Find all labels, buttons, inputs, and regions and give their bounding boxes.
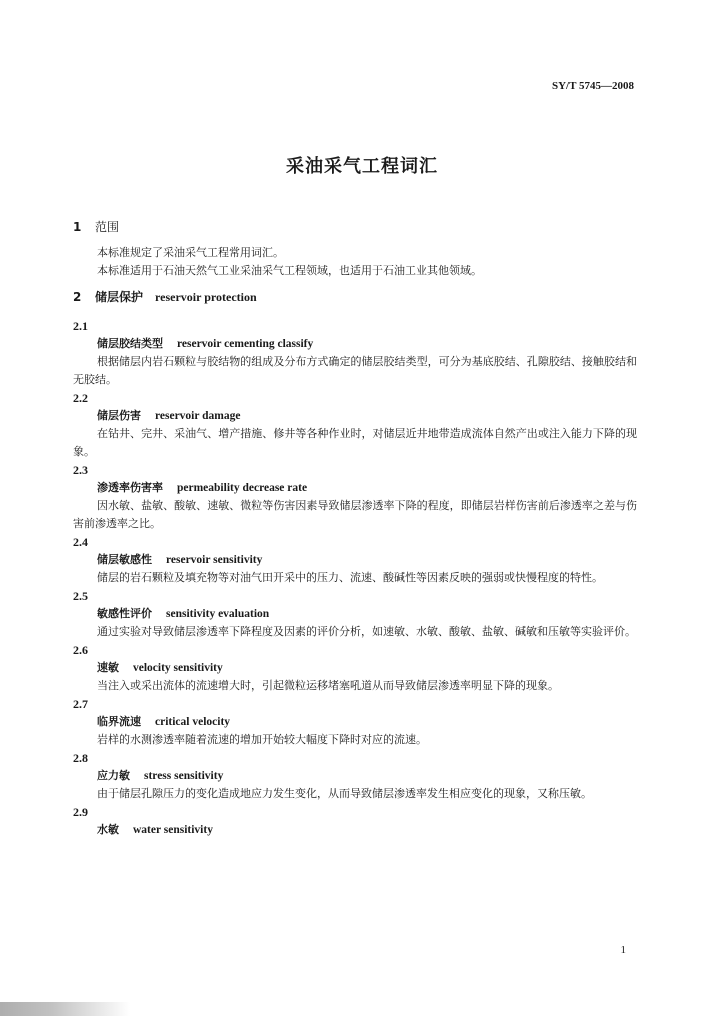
term-entry xyxy=(73,696,637,749)
term-entry xyxy=(73,804,637,839)
section-2-title-cn: 储层保护 xyxy=(95,290,144,304)
term-cn: 储层伤害 xyxy=(97,409,141,422)
term-cn: 应力敏 xyxy=(97,769,130,782)
term-definition: 通过实验对导致储层渗透率下降程度及因素的评价分析，如速敏、水敏、酸敏、盐敏、碱敏和压敏等实验评价。 xyxy=(97,625,636,638)
term-number: 2.1 xyxy=(73,319,88,333)
term-entry xyxy=(73,588,637,641)
standard-code: SY/T 5745—2008 xyxy=(551,80,634,92)
term-title xyxy=(97,551,637,569)
scope-title: 范围 xyxy=(95,220,120,234)
term-definition: 岩样的水测渗透率随着流速的增加开始较大幅度下降时对应的流速。 xyxy=(97,733,427,746)
term-number: 2.9 xyxy=(73,805,88,819)
term-number: 2.7 xyxy=(73,697,88,711)
term-title xyxy=(97,335,637,353)
term-title xyxy=(97,479,637,497)
term-definition: 当注入或采出流体的流速增大时，引起微粒运移堵塞吼道从而导致储层渗透率明显下降的现象。 xyxy=(97,679,559,692)
document-title: 采油采气工程词汇 xyxy=(286,156,438,177)
term-en: velocity sensitivity xyxy=(133,662,223,674)
scope-heading xyxy=(73,218,637,236)
term-definition: 在钻井、完井、采油气、增产措施、修井等各种作业时，对储层近井地带造成流体自然产出或注入能力下降的现象。 xyxy=(73,427,637,458)
term-number: 2.2 xyxy=(73,391,88,405)
term-en: reservoir sensitivity xyxy=(166,554,263,566)
scan-artifact xyxy=(0,1002,130,1016)
term-cn: 储层敏感性 xyxy=(97,553,152,566)
term-en: water sensitivity xyxy=(133,824,213,836)
term-number: 2.8 xyxy=(73,751,88,765)
term-cn: 速敏 xyxy=(97,661,119,674)
term-title xyxy=(97,821,637,839)
term-title xyxy=(97,767,637,785)
term-entry xyxy=(73,390,637,461)
term-cn: 渗透率伤害率 xyxy=(97,481,163,494)
term-en: permeability decrease rate xyxy=(177,482,308,494)
section-2-heading xyxy=(73,288,637,306)
term-title xyxy=(97,407,637,425)
term-en: sensitivity evaluation xyxy=(166,608,270,620)
term-cn: 临界流速 xyxy=(97,715,141,728)
term-en: reservoir damage xyxy=(155,410,241,422)
page-number: 1 xyxy=(620,944,626,956)
term-definition: 根据储层内岩石颗粒与胶结物的组成及分布方式确定的储层胶结类型，可分为基底胶结、孔隙胶结、接触胶结和无胶结。 xyxy=(73,355,637,386)
term-en: stress sensitivity xyxy=(144,770,224,782)
term-title xyxy=(97,659,637,677)
section-2-number: 2 xyxy=(73,290,82,304)
term-number: 2.3 xyxy=(73,463,88,477)
scope-paragraph: 本标准适用于石油天然气工业采油采气工程领域，也适用于石油工业其他领域。 xyxy=(97,264,482,277)
term-title xyxy=(97,605,637,623)
term-cn: 储层胶结类型 xyxy=(97,337,163,350)
term-entry xyxy=(73,462,637,533)
term-entry xyxy=(73,534,637,587)
page-body xyxy=(73,218,637,839)
term-cn: 水敏 xyxy=(97,823,119,836)
term-definition: 因水敏、盐敏、酸敏、速敏、微粒等伤害因素导致储层渗透率下降的程度，即储层岩样伤害前后渗透率之差与伤害前渗透率之比。 xyxy=(73,499,637,530)
term-definition: 储层的岩石颗粒及填充物等对油气田开采中的压力、流速、酸碱性等因素反映的强弱或快慢程度的特性。 xyxy=(97,571,603,584)
term-en: reservoir cementing classify xyxy=(177,338,314,350)
scope-paragraph: 本标准规定了采油采气工程常用词汇。 xyxy=(97,246,284,259)
term-cn: 敏感性评价 xyxy=(97,607,152,620)
term-number: 2.5 xyxy=(73,589,88,603)
term-number: 2.6 xyxy=(73,643,88,657)
term-definition: 由于储层孔隙压力的变化造成地应力发生变化，从而导致储层渗透率发生相应变化的现象，又称压敏。 xyxy=(97,787,592,800)
term-entry xyxy=(73,642,637,695)
term-number: 2.4 xyxy=(73,535,88,549)
term-entry xyxy=(73,318,637,389)
scope-number: 1 xyxy=(73,220,82,234)
term-entry xyxy=(73,750,637,803)
term-title xyxy=(97,713,637,731)
section-2-title-en: reservoir protection xyxy=(155,290,257,304)
term-en: critical velocity xyxy=(155,716,231,728)
